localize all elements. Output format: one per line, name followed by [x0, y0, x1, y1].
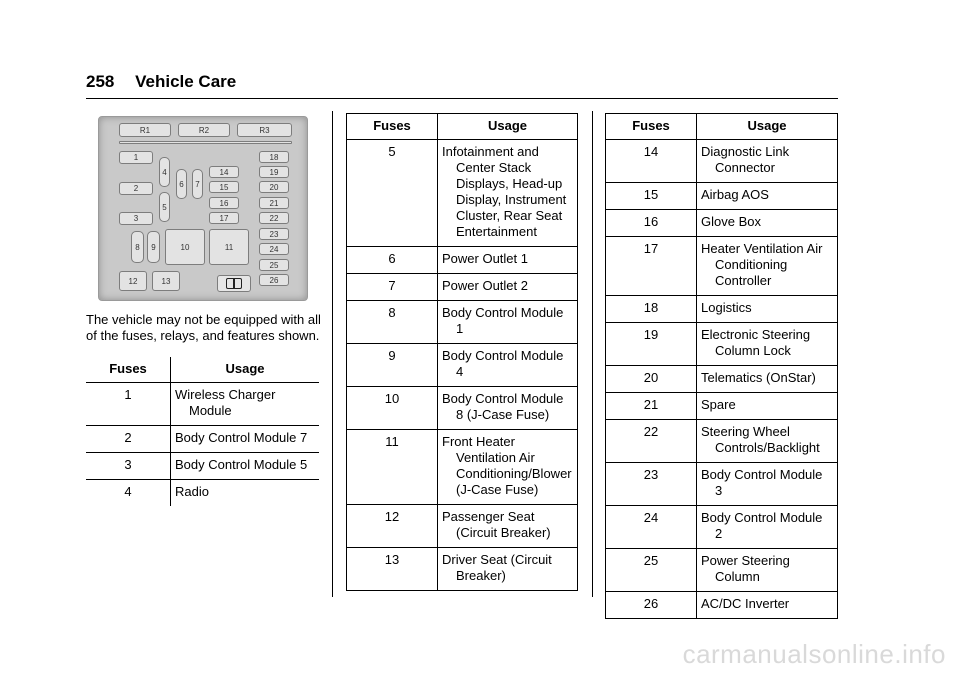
fuse-17: 17 — [209, 212, 239, 224]
page-number: 258 — [86, 72, 115, 91]
fuse-12: 12 — [119, 271, 147, 291]
column-header-fuses: Fuses — [86, 357, 171, 383]
fuse-8: 8 — [131, 231, 144, 263]
fuse-26: 26 — [259, 274, 289, 286]
relay-r3: R3 — [237, 123, 292, 137]
fuse-number: 21 — [606, 393, 697, 420]
fuse-usage — [438, 344, 578, 387]
fuse-usage — [697, 237, 838, 296]
table-row — [606, 237, 838, 296]
table-row — [347, 344, 578, 387]
fuse-usage-text: Airbag AOS — [701, 187, 769, 202]
fuse-usage — [697, 549, 838, 592]
fuse-number: 24 — [606, 506, 697, 549]
table-row — [606, 549, 838, 592]
table-row — [86, 426, 319, 453]
fuse-16: 16 — [209, 197, 239, 209]
page-title: Vehicle Care — [135, 72, 237, 91]
table-row — [347, 548, 578, 591]
fuse-usage — [438, 274, 578, 301]
fuse-number: 1 — [86, 383, 171, 426]
fuse-usage-text: Diagnostic Link Connector — [701, 144, 790, 175]
fuse-usage — [438, 548, 578, 591]
fuse-number: 13 — [347, 548, 438, 591]
fuse-usage-text: Body Control Module 5 — [175, 457, 308, 472]
table-row — [606, 506, 838, 549]
fuse-usage — [438, 505, 578, 548]
fuse-usage-text: Glove Box — [701, 214, 761, 229]
fuse-18: 18 — [259, 151, 289, 163]
fuse-table-3 — [605, 113, 838, 619]
fuse-usage — [171, 453, 320, 480]
table-row — [606, 210, 838, 237]
fuse-number: 16 — [606, 210, 697, 237]
fuse-usage-text: Body Control Module 4 — [442, 348, 564, 379]
table-row — [606, 420, 838, 463]
table-row — [86, 383, 319, 426]
fuse-1: 1 — [119, 151, 153, 164]
fuse-usage — [697, 210, 838, 237]
fuse-usage-text: Front Heater Ventilation Air Conditioning/Blower (J-Case Fuse) — [442, 434, 572, 497]
fuse-number: 6 — [347, 247, 438, 274]
table-row — [347, 247, 578, 274]
table-row — [347, 140, 578, 247]
fuse-7: 7 — [192, 169, 203, 199]
intro-paragraph: The vehicle may not be equipped with all of the fuses, relays, and features shown. — [86, 312, 321, 343]
fuse-number: 19 — [606, 323, 697, 366]
fuse-number: 12 — [347, 505, 438, 548]
column-header-usage: Usage — [438, 114, 578, 140]
fuse-6: 6 — [176, 169, 187, 199]
fuse-number: 7 — [347, 274, 438, 301]
fuse-usage-text: Radio — [175, 484, 209, 499]
column-header-usage: Usage — [171, 357, 320, 383]
fuse-usage — [438, 140, 578, 247]
fuse-usage — [697, 296, 838, 323]
fuse-usage — [697, 463, 838, 506]
relay-strip — [119, 141, 292, 144]
fuse-usage-text: Body Control Module 2 — [701, 510, 823, 541]
fuse-usage — [171, 426, 320, 453]
table-row — [347, 274, 578, 301]
fuse-usage — [438, 247, 578, 274]
fuse-usage-text: Body Control Module 7 — [175, 430, 308, 445]
fuse-number: 17 — [606, 237, 697, 296]
fuse-number: 10 — [347, 387, 438, 430]
table-row — [606, 393, 838, 420]
fuse-11: 11 — [209, 229, 249, 265]
fuse-3: 3 — [119, 212, 153, 225]
header-rule — [86, 98, 838, 99]
fuse-number: 26 — [606, 592, 697, 619]
fuse-10: 10 — [165, 229, 205, 265]
table-row — [606, 323, 838, 366]
fuse-usage-text: Power Outlet 1 — [442, 251, 528, 266]
fuse-usage-text: Heater Ventilation Air Conditioning Controller — [701, 241, 823, 288]
fuse-13: 13 — [152, 271, 180, 291]
fuse-24: 24 — [259, 243, 289, 255]
table-row — [606, 296, 838, 323]
fuse-21: 21 — [259, 197, 289, 209]
table-row — [606, 366, 838, 393]
fuse-table-1 — [86, 357, 319, 506]
table-row — [86, 480, 319, 507]
fuse-usage — [171, 383, 320, 426]
fuse-usage — [697, 323, 838, 366]
fuse-usage — [697, 140, 838, 183]
fuse-usage — [697, 592, 838, 619]
page-header — [86, 72, 236, 92]
column-divider — [592, 111, 593, 597]
fuse-number: 14 — [606, 140, 697, 183]
fuse-number: 20 — [606, 366, 697, 393]
fuse-usage — [697, 183, 838, 210]
relay-r2: R2 — [178, 123, 230, 137]
column-header-fuses: Fuses — [606, 114, 697, 140]
fuse-usage-text: Telematics (OnStar) — [701, 370, 816, 385]
fuse-usage-text: Spare — [701, 397, 736, 412]
fuse-usage — [697, 420, 838, 463]
table-row — [347, 505, 578, 548]
table-row — [86, 453, 319, 480]
fuse-2: 2 — [119, 182, 153, 195]
fuse-4: 4 — [159, 157, 170, 187]
relay-r1: R1 — [119, 123, 171, 137]
fuse-20: 20 — [259, 181, 289, 193]
table-row — [606, 183, 838, 210]
fuse-25: 25 — [259, 259, 289, 271]
fuse-usage-text: Power Outlet 2 — [442, 278, 528, 293]
fuse-usage — [697, 506, 838, 549]
fuse-number: 2 — [86, 426, 171, 453]
fuse-number: 18 — [606, 296, 697, 323]
fuse-number: 15 — [606, 183, 697, 210]
fuse-14: 14 — [209, 166, 239, 178]
fuse-usage-text: AC/DC Inverter — [701, 596, 790, 611]
table-row — [606, 592, 838, 619]
fuse-table-2 — [346, 113, 578, 591]
fuse-usage-text: Body Control Module 8 (J-Case Fuse) — [442, 391, 564, 422]
fuse-number: 3 — [86, 453, 171, 480]
fuse-usage — [171, 480, 320, 507]
fuse-number: 4 — [86, 480, 171, 507]
fuse-usage-text: Logistics — [701, 300, 752, 315]
column-divider — [332, 111, 333, 597]
fuse-number: 8 — [347, 301, 438, 344]
fuse-usage — [438, 387, 578, 430]
fuse-usage-text: Electronic Steering Column Lock — [701, 327, 811, 358]
manual-book-icon — [217, 275, 251, 292]
fuse-usage-text: Power Steering Column — [701, 553, 790, 584]
fuse-9: 9 — [147, 231, 160, 263]
fuse-number: 23 — [606, 463, 697, 506]
fuse-number: 22 — [606, 420, 697, 463]
table-row — [606, 140, 838, 183]
fuse-22: 22 — [259, 212, 289, 224]
watermark: carmanualsonline.info — [682, 639, 946, 669]
fuse-usage — [438, 301, 578, 344]
fuse-usage-text: Steering Wheel Controls/Backlight — [701, 424, 820, 455]
table-row — [606, 463, 838, 506]
fuse-15: 15 — [209, 181, 239, 193]
fuse-23: 23 — [259, 228, 289, 240]
fuse-usage-text: Wireless Charger Module — [175, 387, 276, 418]
fuse-usage-text: Passenger Seat (Circuit Breaker) — [442, 509, 551, 540]
fuse-usage-text: Driver Seat (Circuit Breaker) — [442, 552, 552, 583]
column-header-fuses: Fuses — [347, 114, 438, 140]
fuse-number: 5 — [347, 140, 438, 247]
fuse-number: 25 — [606, 549, 697, 592]
table-row — [347, 301, 578, 344]
fuse-usage — [438, 430, 578, 505]
fuse-number: 11 — [347, 430, 438, 505]
fuse-5: 5 — [159, 192, 170, 222]
fuse-usage — [697, 366, 838, 393]
fuse-usage-text: Body Control Module 3 — [701, 467, 823, 498]
table-row — [347, 387, 578, 430]
book-icon — [226, 278, 242, 289]
fuse-usage — [697, 393, 838, 420]
column-header-usage: Usage — [697, 114, 838, 140]
fuse-usage-text: Infotainment and Center Stack Displays, Head-up Display, Instrument Cluster, Rear Seat Entertainment — [442, 144, 567, 239]
fuse-box-diagram — [98, 116, 308, 301]
table-row — [347, 430, 578, 505]
fuse-usage-text: Body Control Module 1 — [442, 305, 564, 336]
fuse-number: 9 — [347, 344, 438, 387]
fuse-19: 19 — [259, 166, 289, 178]
